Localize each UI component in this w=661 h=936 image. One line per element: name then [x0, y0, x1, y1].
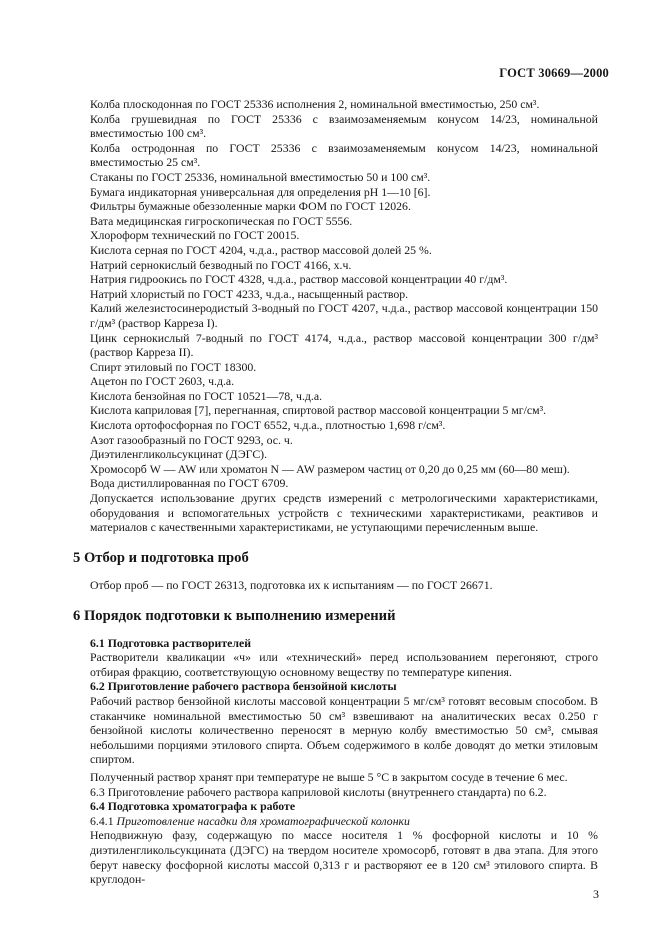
- equipment-list-item: Кислота серная по ГОСТ 4204, ч.д.а., раствор массовой долей 25 %.: [90, 242, 432, 257]
- equipment-list-item: Калий железистосинеродистый 3-водный по ГОСТ 4207, ч.д.а., раствор массовой концентрации 150 г/дм³ (раствор Карреза I).: [90, 301, 598, 330]
- section-6-4-1-number: 6.4.1: [90, 813, 114, 828]
- equipment-list-item: Кислота бензойная по ГОСТ 10521—78, ч.д.а.: [90, 388, 323, 403]
- equipment-list-item: Колба грушевидная по ГОСТ 25336 с взаимозаменяемым конусом 14/23, номинальной вместимостью 100 см³.: [90, 111, 598, 141]
- equipment-list-item: Бумага индикаторная универсальная для определения pH 1—10 [6].: [90, 184, 431, 199]
- equipment-list-item: Хромосорб W — AW или хроматон N — AW размером частиц от 0,20 до 0,25 мм (60—80 меш).: [90, 461, 570, 476]
- section-6-4-title: 6.4 Подготовка хроматографа к работе: [90, 799, 296, 814]
- equipment-list: [90, 97, 598, 491]
- equipment-list-item: Кислота ортофосфорная по ГОСТ 6552, ч.д.а., плотностью 1,698 г/см³.: [90, 418, 446, 433]
- page-content: [73, 97, 598, 887]
- equipment-list-item: Диэтиленгликольсукцинат (ДЭГС).: [90, 447, 268, 462]
- section-6-1-title: 6.1 Подготовка растворителей: [90, 635, 252, 650]
- page-number: 3: [593, 887, 599, 901]
- section-6-2-title: 6.2 Приготовление рабочего раствора бензойной кислоты: [90, 679, 397, 694]
- equipment-list-item: Азот газообразный по ГОСТ 9293, ос. ч.: [90, 432, 293, 447]
- equipment-list-item: Хлороформ технический по ГОСТ 20015.: [90, 228, 300, 243]
- section-6-2-storage: Полученный раствор хранят при температуре не выше 5 °С в закрытом сосуде в течение 6 мес.: [90, 769, 568, 784]
- equipment-list-item: Натрий хлористый по ГОСТ 4233, ч.д.а., насыщенный раствор.: [90, 286, 409, 301]
- section-6-4-1-text: Неподвижную фазу, содержащую по массе носителя 1 % фосфорной кислоты и 10 % диэтиленгликольсукцината (ДЭГС) на твердом носителе хромосорб, готовят в два этапа. Для этого берут навеску фосфорной кислоты массой 0,313 г и растворяют ее в 120 см³ этилового спирта. В круглодон-: [90, 828, 598, 887]
- section-6-4-1-heading: [90, 814, 598, 829]
- equipment-list-item: Цинк сернокислый 7-водный по ГОСТ 4174, ч.д.а., раствор массовой концентрации 300 г/дм³ (раствор Карреза II).: [90, 330, 598, 360]
- equipment-list-item: Колба плоскодонная по ГОСТ 25336 исполнения 2, номинальной вместимостью, 250 см³.: [90, 97, 540, 111]
- equipment-list-item: Кислота каприловая [7], перегнанная, спиртовой раствор массовой концентрации 5 мг/см³.: [90, 403, 547, 418]
- section-6-2-text: Рабочий раствор бензойной кислоты массовой концентрации 5 мг/см³ готовят весовым способом. В стаканчике номинальной вместимостью 50 см³ взвешивают на аналитических весах 0.250 г бензойной кислоты количественно переносят в мерную колбу вместимостью 50 см³, смывая небольшими порциями этилового спирта. Объем содержимого в колбе доводят до метки этиловым спиртом.: [90, 693, 598, 767]
- equipment-list-item: Вода дистиллированная по ГОСТ 6709.: [90, 476, 289, 491]
- equipment-list-item: Стаканы по ГОСТ 25336, номинальной вместимостью 50 и 100 см³.: [90, 169, 431, 184]
- equipment-list-item: Вата медицинская гигроскопическая по ГОСТ 5556.: [90, 213, 353, 228]
- equipment-list-item: Ацетон по ГОСТ 2603, ч.д.а.: [90, 374, 235, 389]
- equipment-list-item: Натрий сернокислый безводный по ГОСТ 4166, х.ч.: [90, 257, 352, 272]
- section-6-4-1-title: Приготовление насадки для хроматографической колонки: [116, 813, 410, 828]
- section-6-1-text: Растворители кваликации «ч» или «технический» перед использованием перегоняют, строго отбирая фракцию, соответствующую основному веществу по температуре кипения.: [90, 650, 598, 679]
- section-6-title: 6 Порядок подготовки к выполнению измерений: [73, 608, 396, 624]
- document-header: ГОСТ 30669—2000: [499, 66, 609, 80]
- equipment-list-item: Спирт этиловый по ГОСТ 18300.: [90, 359, 257, 374]
- allowance-paragraph: Допускается использование других средств измерений с метрологическими характеристиками, оборудования и вспомогательных устройств с техническими характеристиками, реактивов и материалов с качественными характеристиками, не уступающими перечисленным выше.: [90, 491, 598, 535]
- equipment-list-item: Фильтры бумажные обеззоленные марки ФОМ по ГОСТ 12026.: [90, 199, 411, 214]
- section-6-3-text: 6.3 Приготовление рабочего раствора каприловой кислоты (внутреннего стандарта) по 6.2.: [90, 784, 547, 799]
- section-5-title: 5 Отбор и подготовка проб: [73, 549, 249, 566]
- equipment-list-item: Натрия гидроокись по ГОСТ 4328, ч.д.а., раствор массовой концентрации 40 г/дм³.: [90, 272, 508, 287]
- equipment-list-item: Колба остродонная по ГОСТ 25336 с взаимозаменяемым конусом 14/23, номинальной вместимостью 25 см³.: [90, 140, 598, 170]
- section-5-text: Отбор проб — по ГОСТ 26313, подготовка их к испытаниям — по ГОСТ 26671.: [90, 578, 493, 593]
